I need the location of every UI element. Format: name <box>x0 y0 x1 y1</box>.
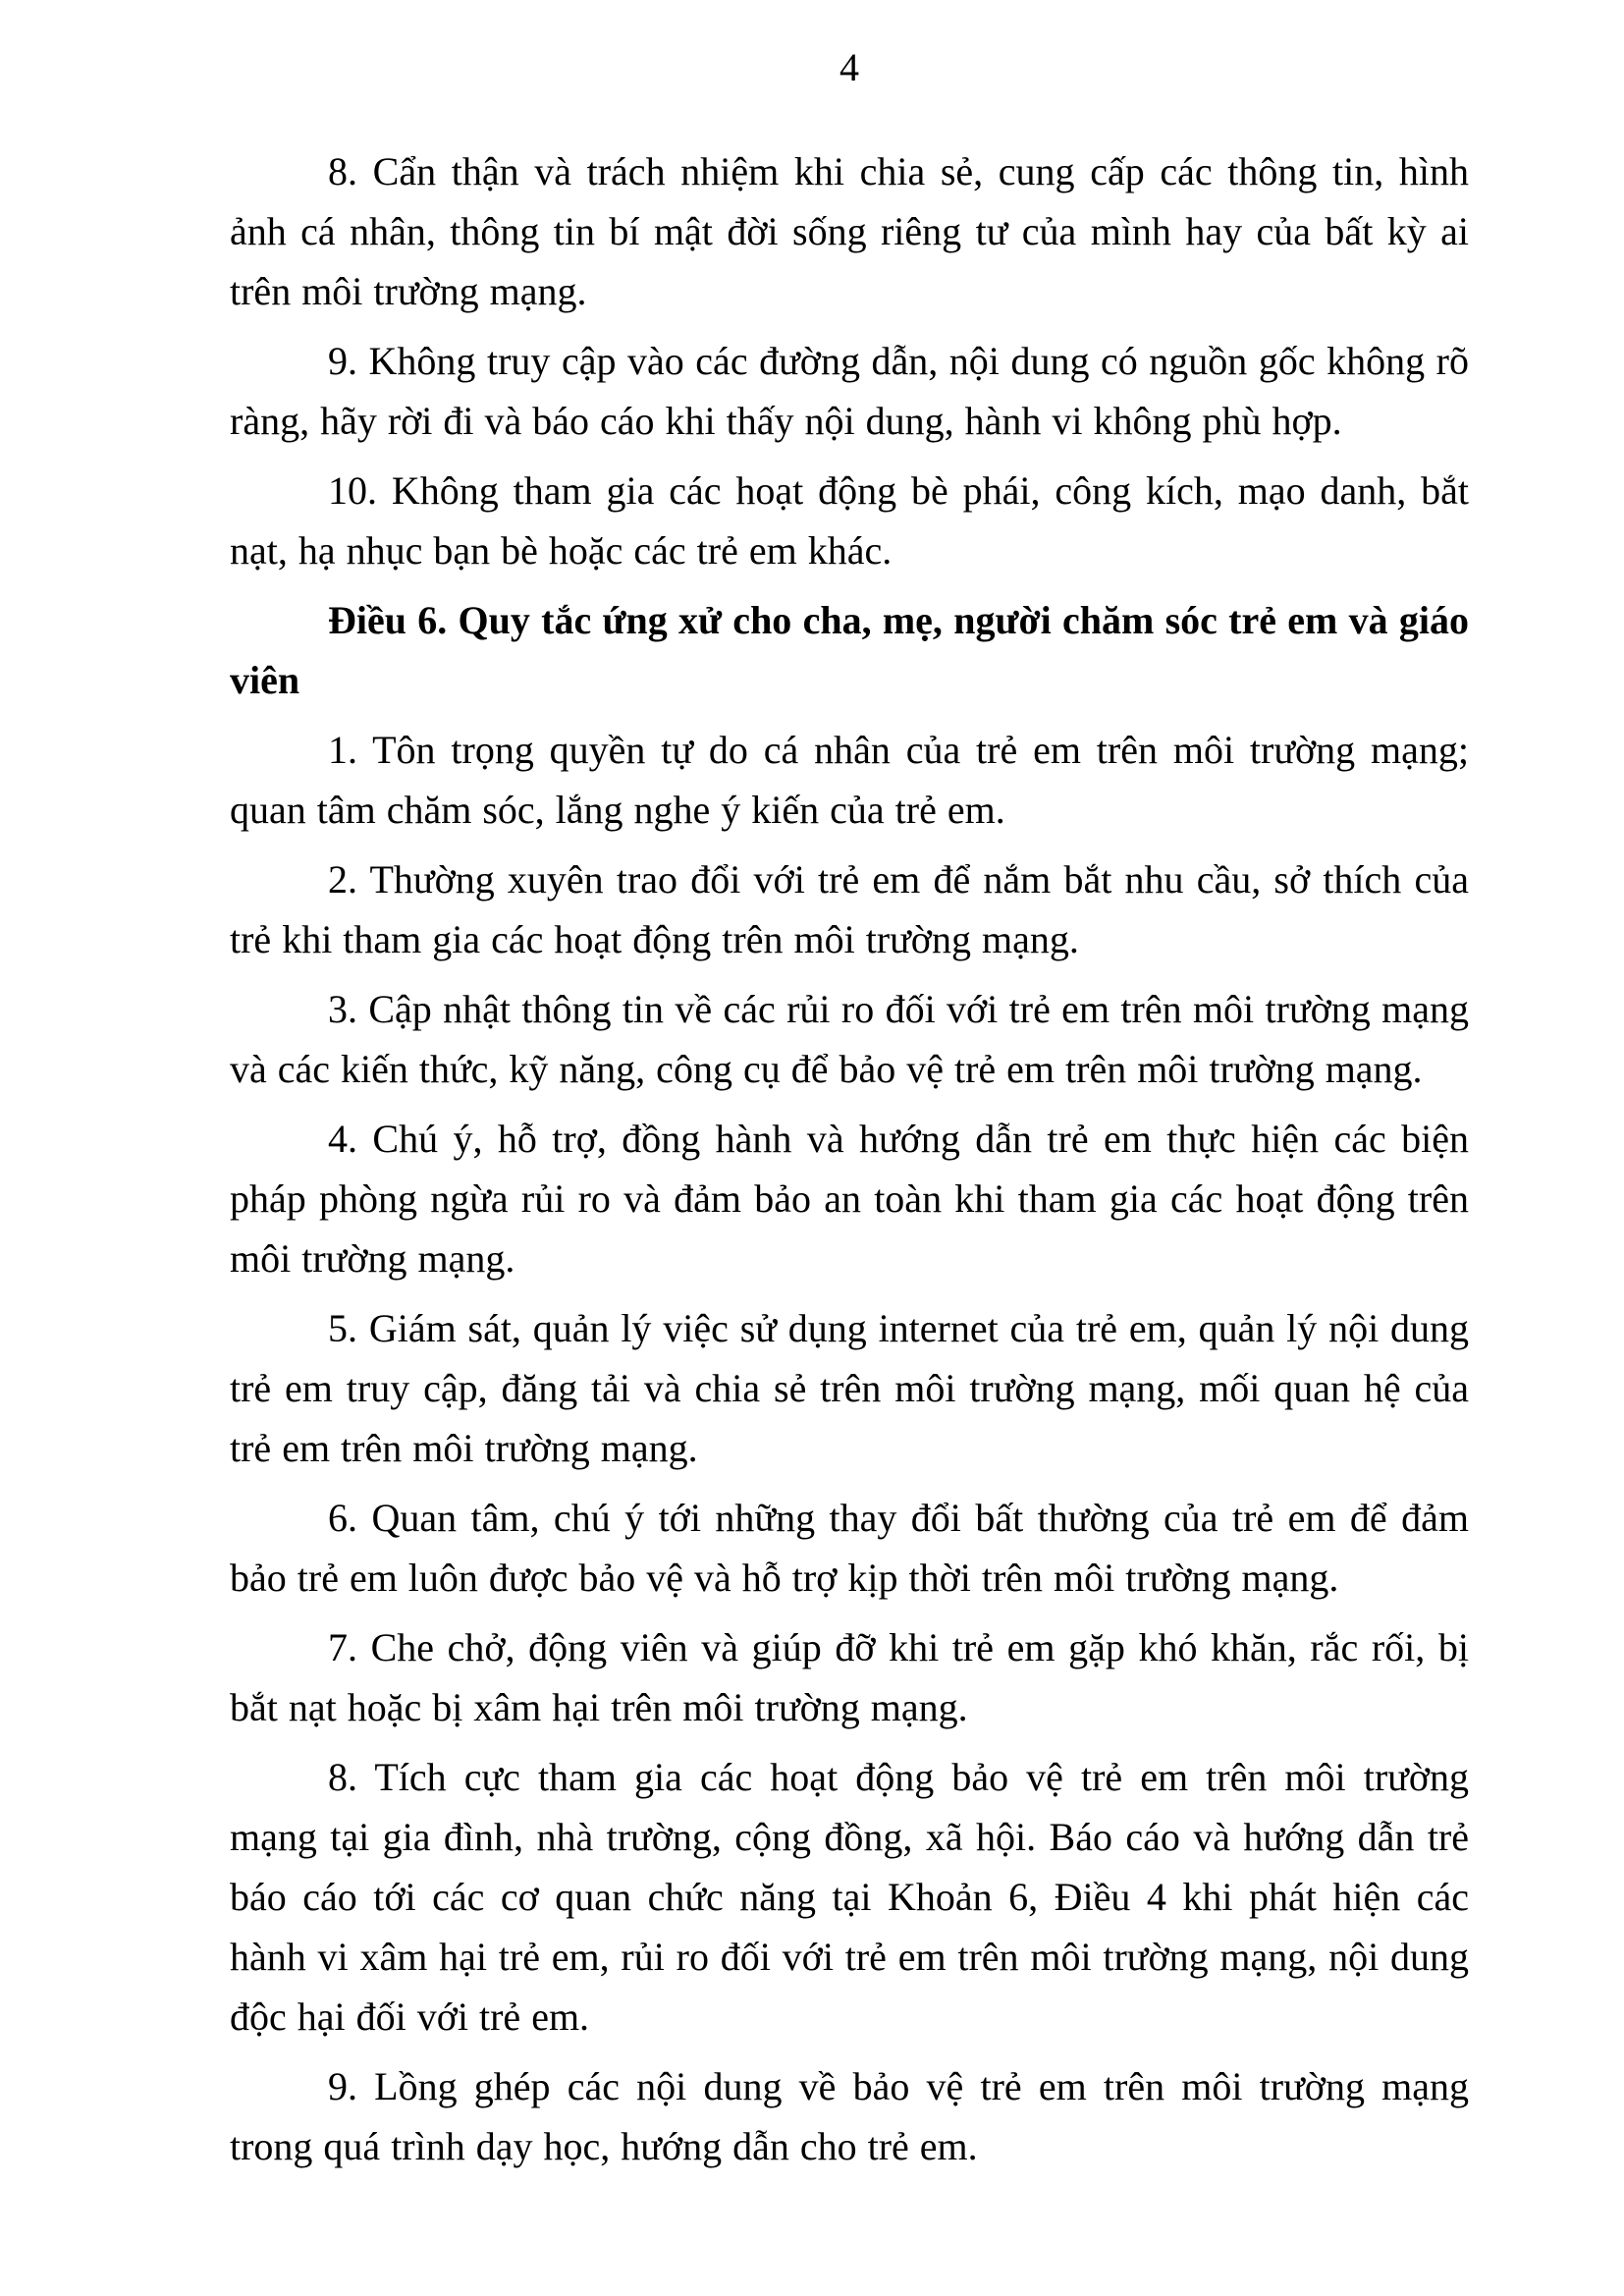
paragraph-rule-9-parents: 9. Lồng ghép các nội dung về bảo vệ trẻ em trên môi trường mạng trong quá trình dạy học, hướng dẫn cho trẻ em. <box>230 2064 1469 2168</box>
paragraph-rule-9-children: 9. Không truy cập vào các đường dẫn, nội dung có nguồn gốc không rõ ràng, hãy rời đi và báo cáo khi thấy nội dung, hành vi không phù hợp. <box>230 339 1469 443</box>
paragraph-rule-7-parents: 7. Che chở, động viên và giúp đỡ khi trẻ em gặp khó khăn, rắc rối, bị bắt nạt hoặc bị xâm hại trên môi trường mạng. <box>230 1625 1469 1729</box>
paragraph-rule-2-parents: 2. Thường xuyên trao đổi với trẻ em để nắm bắt nhu cầu, sở thích của trẻ khi tham gia các hoạt động trên môi trường mạng. <box>230 857 1469 961</box>
paragraph-rule-3-parents: 3. Cập nhật thông tin về các rủi ro đối với trẻ em trên môi trường mạng và các kiến thức, kỹ năng, công cụ để bảo vệ trẻ em trên môi trường mạng. <box>230 987 1469 1091</box>
page-number: 4 <box>839 45 859 89</box>
paragraph-rule-8-children: 8. Cẩn thận và trách nhiệm khi chia sẻ, cung cấp các thông tin, hình ảnh cá nhân, thông tin bí mật đời sống riêng tư của mình hay của bất kỳ ai trên môi trường mạng. <box>230 149 1469 313</box>
paragraph-rule-5-parents: 5. Giám sát, quản lý việc sử dụng internet của trẻ em, quản lý nội dung trẻ em truy cập, đăng tải và chia sẻ trên môi trường mạng, mối quan hệ của trẻ em trên môi trường mạng. <box>230 1306 1469 1470</box>
paragraph-rule-10-children: 10. Không tham gia các hoạt động bè phái, công kích, mạo danh, bắt nạt, hạ nhục bạn bè hoặc các trẻ em khác. <box>230 468 1469 573</box>
paragraph-rule-1-parents: 1. Tôn trọng quyền tự do cá nhân của trẻ em trên môi trường mạng; quan tâm chăm sóc, lắng nghe ý kiến của trẻ em. <box>230 728 1469 832</box>
paragraph-rule-8-parents: 8. Tích cực tham gia các hoạt động bảo vệ trẻ em trên môi trường mạng tại gia đình, nhà trường, cộng đồng, xã hội. Báo cáo và hướng dẫn trẻ báo cáo tới các cơ quan chức năng tại Khoản 6, Điều 4 khi phát hiện các hành vi xâm hại trẻ em, rủi ro đối với trẻ em trên môi trường mạng, nội dung độc hại đối với trẻ em. <box>230 1755 1469 2039</box>
paragraph-rule-6-parents: 6. Quan tâm, chú ý tới những thay đổi bất thường của trẻ em để đảm bảo trẻ em luôn được bảo vệ và hỗ trợ kịp thời trên môi trường mạng. <box>230 1496 1469 1600</box>
article-6-heading: Điều 6. Quy tắc ứng xử cho cha, mẹ, người chăm sóc trẻ em và giáo viên <box>230 598 1469 702</box>
paragraph-rule-4-parents: 4. Chú ý, hỗ trợ, đồng hành và hướng dẫn trẻ em thực hiện các biện pháp phòng ngừa rủi ro và đảm bảo an toàn khi tham gia các hoạt động trên môi trường mạng. <box>230 1117 1469 1281</box>
